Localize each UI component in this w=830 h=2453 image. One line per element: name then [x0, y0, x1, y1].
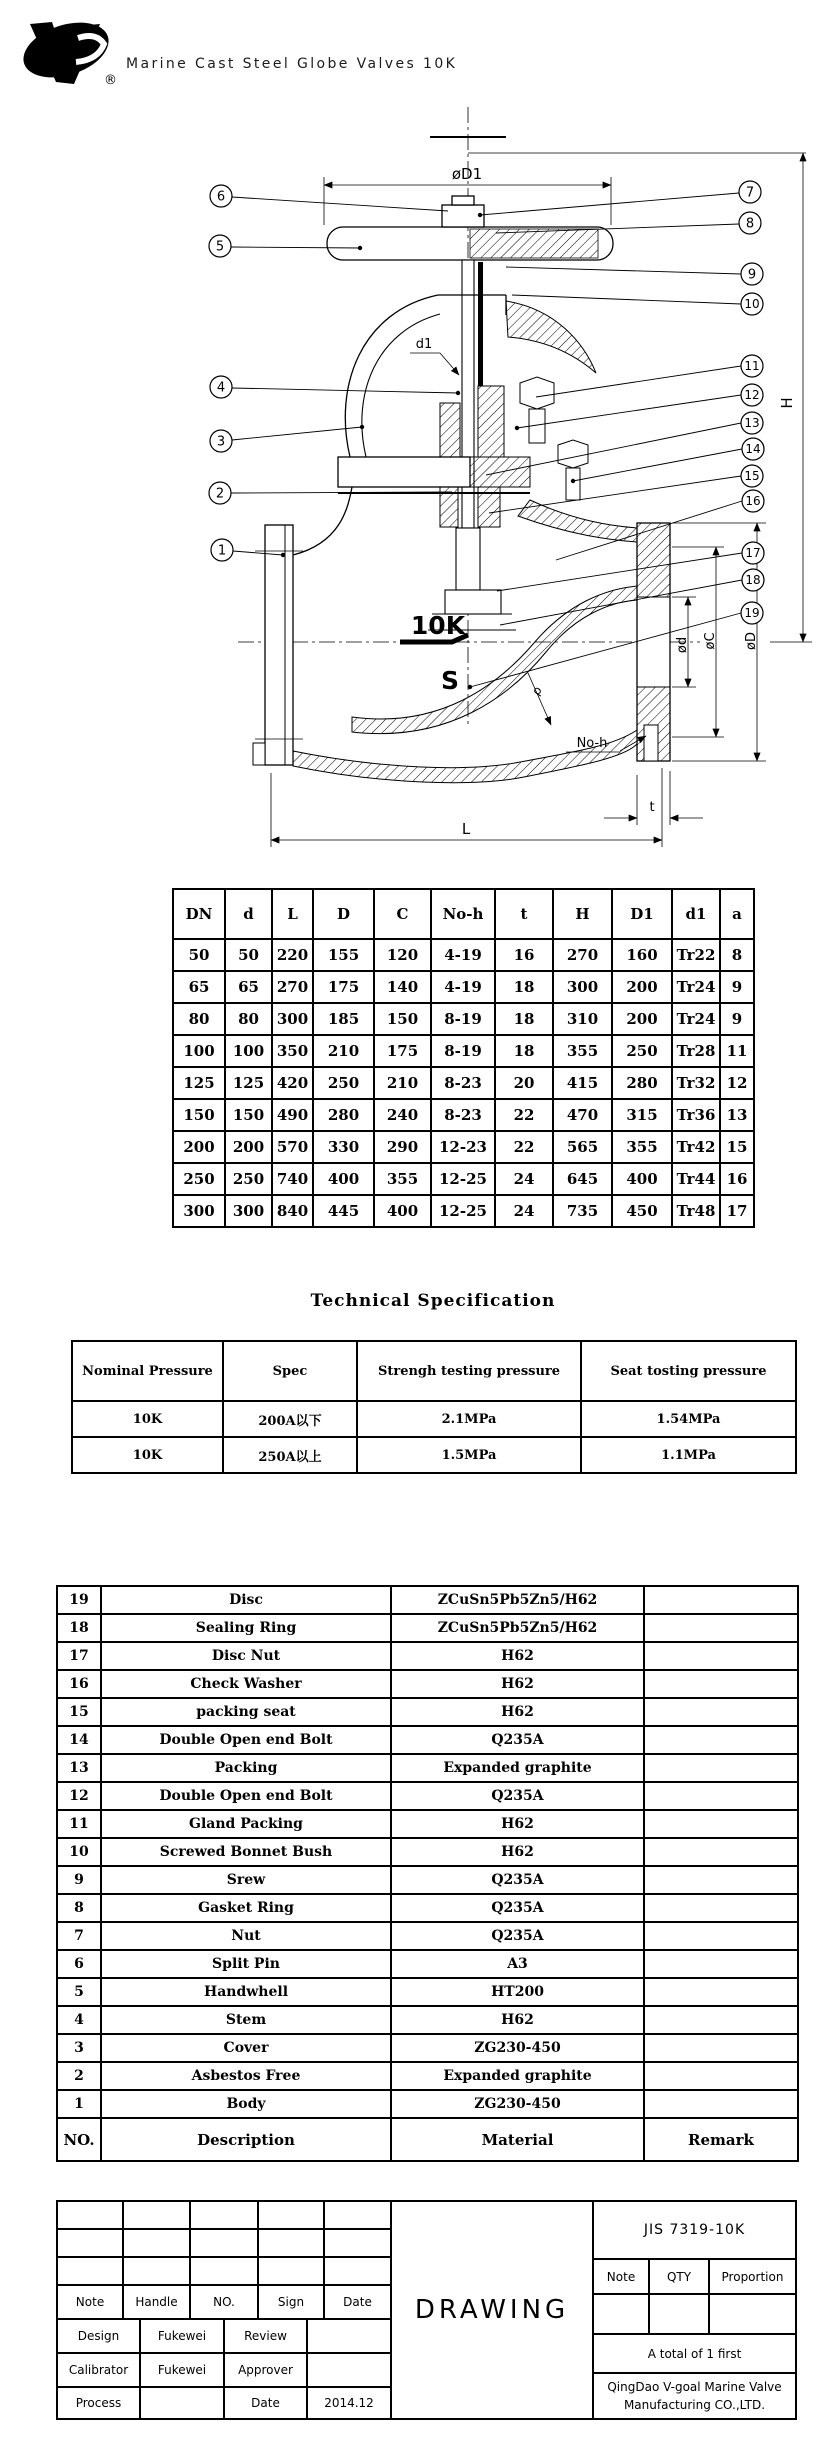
dim-label-L: L [461, 820, 471, 838]
callout-11: 11 [744, 359, 760, 374]
qty-col-note: Note [594, 2260, 650, 2295]
parts-row: 7 Nut Q235A [57, 1922, 798, 1950]
dim-label-d: ød [675, 636, 690, 654]
brand-logo [16, 12, 128, 90]
callout-10: 10 [744, 297, 760, 312]
calibrator-label: Calibrator [58, 2354, 141, 2388]
design-name: Fukewei [141, 2320, 225, 2354]
bonnet-bolt [558, 440, 588, 468]
callout-13: 13 [744, 416, 760, 431]
dim-label-no-h: No-h [576, 736, 608, 751]
parts-list-table [56, 1585, 799, 2162]
drawing-type-label: DRAWING [392, 2202, 594, 2418]
dimension-table-header: DN d L D C No-h t H D1 d1 a [173, 889, 754, 939]
valve-cross-section-drawing [0, 85, 830, 855]
marking-s: S [440, 666, 460, 695]
callout-17: 17 [745, 546, 761, 561]
col-handle: Handle [124, 2286, 191, 2320]
parts-row: 9 Srew Q235A [57, 1866, 798, 1894]
review-label: Review [225, 2320, 308, 2354]
callout-19: 19 [744, 606, 760, 621]
parts-row: 15 packing seat H62 [57, 1698, 798, 1726]
standard-number: JIS 7319-10K [594, 2202, 795, 2260]
table-row: 50 50 220 155 120 4-19 16 270 160 Tr22 8 [173, 939, 754, 971]
callout-4: 4 [216, 380, 226, 396]
callout-5: 5 [215, 239, 225, 255]
callout-2: 2 [215, 486, 225, 502]
parts-row: 4 Stem H62 [57, 2006, 798, 2034]
handwheel-nut [442, 205, 484, 227]
process-label: Process [58, 2388, 141, 2418]
callout-6: 6 [216, 189, 226, 205]
inlet-flange [265, 525, 293, 765]
parts-row: 11 Gland Packing H62 [57, 1810, 798, 1838]
table-row: 300 300 840 445 400 12-25 24 735 450 Tr48 17 [173, 1195, 754, 1227]
gland-bolt [520, 377, 554, 409]
parts-row: 13 Packing Expanded graphite [57, 1754, 798, 1782]
process-name [141, 2388, 225, 2418]
parts-row: 8 Gasket Ring Q235A [57, 1894, 798, 1922]
callout-16: 16 [745, 494, 761, 509]
parts-row: 6 Split Pin A3 [57, 1950, 798, 1978]
table-row: 150 150 490 280 240 8-23 22 470 315 Tr36 13 [173, 1099, 754, 1131]
stem [462, 260, 474, 528]
dim-label-C: øC [703, 632, 718, 650]
parts-row: 2 Asbestos Free Expanded graphite [57, 2062, 798, 2090]
table-row: 200 200 570 330 290 12-23 22 565 355 Tr42 15 [173, 1131, 754, 1163]
date-value: 2014.12 [308, 2388, 392, 2418]
technical-spec-table [71, 1340, 797, 1474]
table-row: 125 125 420 250 210 8-23 20 415 280 Tr32 12 [173, 1067, 754, 1099]
calibrator-name: Fukewei [141, 2354, 225, 2388]
callout-8: 8 [745, 216, 755, 232]
valve-body-outline [253, 137, 806, 783]
qty-col-qty: QTY [650, 2260, 710, 2295]
callout-15: 15 [744, 469, 760, 484]
col-sign: Sign [259, 2286, 325, 2320]
date-label: Date [225, 2388, 308, 2418]
sheet-total-note: A total of 1 first [594, 2335, 795, 2374]
bolt-hole [644, 725, 658, 761]
table-row: 250 250 740 400 355 12-25 24 645 400 Tr44 16 [173, 1163, 754, 1195]
table-row: 65 65 270 175 140 4-19 18 300 200 Tr24 9 [173, 971, 754, 1003]
registered-mark-icon: ® [104, 73, 117, 88]
title-block [56, 2200, 797, 2420]
col-date: Date [325, 2286, 392, 2320]
spec-section-title: Technical Specification [310, 1291, 556, 1311]
table-row: 10K 250A以上 1.5MPa 1.1MPa [72, 1437, 796, 1473]
dim-label-t: t [649, 800, 655, 815]
qty-col-proportion: Proportion [710, 2260, 795, 2295]
parts-row: 18 Sealing Ring ZCuSn5Pb5Zn5/H62 [57, 1614, 798, 1642]
marking-10k: 10K [410, 611, 466, 640]
table-row: 80 80 300 185 150 8-19 18 310 200 Tr24 9 [173, 1003, 754, 1035]
dim-label-D: øD [744, 632, 759, 650]
spec-table-header: Nominal Pressure Spec Strengh testing pressure Seat tosting pressure [72, 1341, 796, 1401]
parts-row: 14 Double Open end Bolt Q235A [57, 1726, 798, 1754]
parts-row: 5 Handwhell HT200 [57, 1978, 798, 2006]
callout-14: 14 [745, 442, 761, 457]
design-label: Design [58, 2320, 141, 2354]
approver-value [308, 2354, 392, 2388]
parts-row: 10 Screwed Bonnet Bush H62 [57, 1838, 798, 1866]
col-no: NO. [191, 2286, 259, 2320]
callout-18: 18 [745, 573, 761, 588]
dimension-table [172, 888, 755, 1228]
bonnet-flange [338, 457, 470, 487]
parts-row: 19 Disc ZCuSn5Pb5Zn5/H62 [57, 1586, 798, 1614]
table-row: 100 100 350 210 175 8-19 18 355 250 Tr28 11 [173, 1035, 754, 1067]
review-value [308, 2320, 392, 2354]
dim-label-D1: øD1 [451, 165, 483, 183]
dim-label-d1: d1 [415, 337, 433, 352]
page-title: Marine Cast Steel Globe Valves 10K [126, 56, 458, 72]
parts-footer-row: NO. Description Material Remark [57, 2118, 798, 2161]
parts-row: 17 Disc Nut H62 [57, 1642, 798, 1670]
col-note: Note [58, 2286, 124, 2320]
parts-row: 12 Double Open end Bolt Q235A [57, 1782, 798, 1810]
callout-9: 9 [747, 267, 757, 283]
dim-label-rho: ρ [528, 683, 545, 698]
callout-12: 12 [744, 388, 760, 403]
table-row: 10K 200A以下 2.1MPa 1.54MPa [72, 1401, 796, 1437]
approver-label: Approver [225, 2354, 308, 2388]
parts-row: 3 Cover ZG230-450 [57, 2034, 798, 2062]
callout-3: 3 [216, 434, 226, 450]
company-name: QingDao V-goal Marine Valve Manufacturing CO.,LTD. [607, 2380, 782, 2412]
parts-row: 16 Check Washer H62 [57, 1670, 798, 1698]
callout-7: 7 [745, 185, 755, 201]
logo-letter: V [46, 26, 81, 77]
dim-label-H: H [778, 397, 796, 409]
parts-row: 1 Body ZG230-450 [57, 2090, 798, 2118]
callout-1: 1 [217, 543, 227, 559]
